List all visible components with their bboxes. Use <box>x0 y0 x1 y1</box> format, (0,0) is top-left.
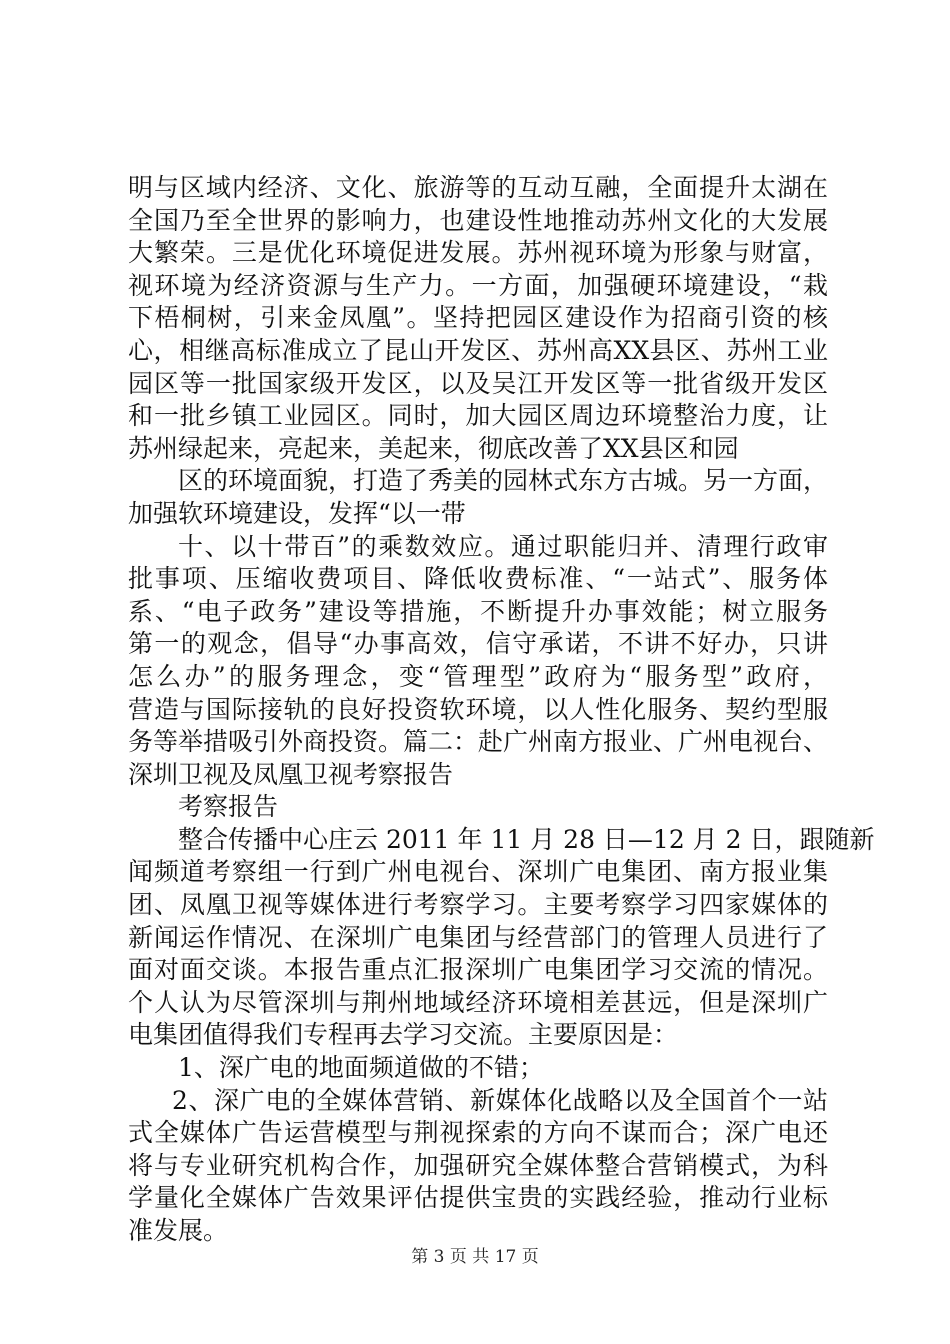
text-line: 学量化全媒体广告效果评估提供宝贵的实践经验，推动行业标 <box>128 1183 828 1213</box>
text-line: 十、以十带百”的乘数效应。通过职能归并、清理行政审 <box>178 531 828 561</box>
text-line: 准发展。 <box>128 1216 229 1245</box>
text-line: 式全媒体广告运营模型与荆视探索的方向不谋而合；深广电还 <box>128 1118 828 1148</box>
text-line: 大繁荣。三是优化环境促进发展。苏州视环境为形象与财富， <box>128 238 828 268</box>
text-line: 务等举措吸引外商投资。篇二：赴广州南方报业、广州电视台、 <box>128 727 829 757</box>
text-line: 将与专业研究机构合作，加强研究全媒体整合营销模式，为科 <box>128 1150 828 1180</box>
page-footer: 第 3 页 共 17 页 <box>411 1247 539 1267</box>
text-line: 明与区域内经济、文化、旅游等的互动互融，全面提升太湖在 <box>128 173 828 202</box>
text-line: 个人认为尽管深圳与荆州地域经济环境相差甚远，但是深圳广 <box>128 987 828 1017</box>
text-line: 电集团值得我们专程再去学习交流。主要原因是： <box>128 1020 679 1050</box>
document-body <box>128 172 875 1248</box>
text-line: 深圳卫视及凤凰卫视考察报告 <box>128 759 454 789</box>
text-line: 苏州绿起来，亮起来，美起来，彻底改善了XX县区和园 <box>128 433 739 463</box>
text-line: 闻频道考察组一行到广州电视台、深圳广电集团、南方报业集 <box>128 857 828 887</box>
text-line: 加强软环境建设，发挥“以一带 <box>128 498 466 528</box>
text-line: 团、凤凰卫视等媒体进行考察学习。主要考察学习四家媒体的 <box>128 890 828 920</box>
text-line: 视环境为经济资源与生产力。一方面，加强硬环境建设，“栽 <box>128 270 828 300</box>
text-line: 2、深广电的全媒体营销、新媒体化战略以及全国首个一站 <box>172 1085 828 1115</box>
text-line: 全国乃至全世界的影响力，也建设性地推动苏州文化的大发展 <box>128 205 828 235</box>
text-line: 园区等一批国家级开发区，以及吴江开发区等一批省级开发区 <box>128 368 828 398</box>
text-line: 系、“电子政务”建设等措施，不断提升办事效能；树立服务 <box>128 596 828 626</box>
text-line: 区的环境面貌，打造了秀美的园林式东方古城。另一方面， <box>178 466 829 496</box>
text-line: 考察报告 <box>178 792 279 822</box>
text-line: 面对面交谈。本报告重点汇报深圳广电集团学习交流的情况。 <box>128 955 828 985</box>
text-line: 新闻运作情况、在深圳广电集团与经营部门的管理人员进行了 <box>128 922 828 952</box>
text-line: 心，相继高标准成立了昆山开发区、苏州高XX县区、苏州工业 <box>128 335 828 365</box>
text-line: 营造与国际接轨的良好投资软环境，以人性化服务、契约型服 <box>128 694 828 724</box>
text-line: 和一批乡镇工业园区。同时，加大园区周边环境整治力度，让 <box>128 401 828 431</box>
text-line: 1、深广电的地面频道做的不错； <box>178 1053 544 1083</box>
text-line: 整合传播中心庄云 2011 年 11 月 28 日—12 月 2 日，跟随新 <box>178 824 875 854</box>
text-line: 下梧桐树，引来金凤凰”。坚持把园区建设作为招商引资的核 <box>128 303 828 333</box>
text-line: 怎么办”的服务理念，变“管理型”政府为“服务型”政府， <box>128 661 828 691</box>
text-line: 批事项、压缩收费项目、降低收费标准、“一站式”、服务体 <box>128 564 828 594</box>
text-line: 第一的观念，倡导“办事高效，信守承诺，不讲不好办，只讲 <box>128 629 828 659</box>
